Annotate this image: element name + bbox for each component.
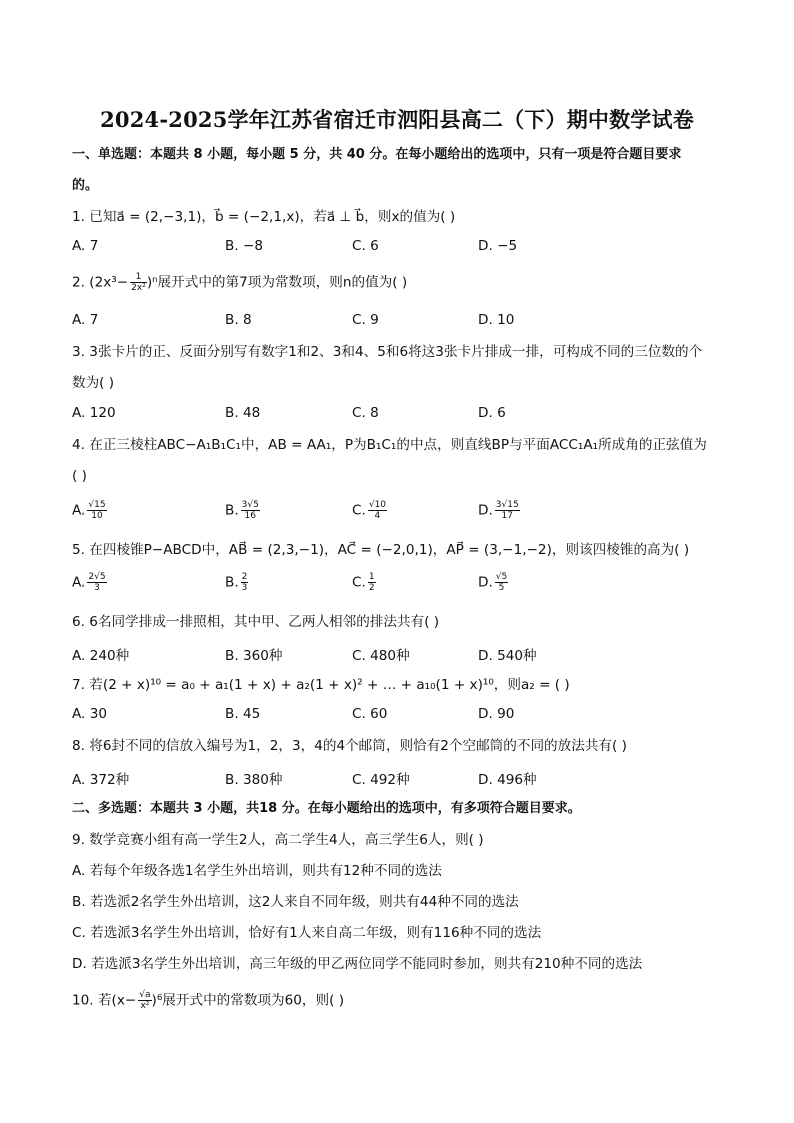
fraction-denominator: x² bbox=[140, 1001, 150, 1011]
question-2-fraction bbox=[130, 272, 147, 293]
question-10 bbox=[72, 990, 344, 1011]
option-a: A. $\frac{2√5}{3}$ bbox=[72, 572, 106, 593]
question-8-options bbox=[72, 768, 712, 790]
question-4: 4. 在正三棱柱ABC−A₁B₁C₁中，AB = AA₁，P为B₁C₁的中点，则直线BP与平面ACC₁A₁所成角的正弦值为 bbox=[72, 437, 707, 453]
option-c: C. $\frac{1}{2}$ bbox=[352, 572, 375, 593]
option-b: B. 360种 bbox=[225, 648, 283, 664]
question-6-options bbox=[72, 644, 712, 666]
fraction-numerator: 1 bbox=[130, 272, 147, 283]
option-c: C. 6 bbox=[352, 238, 379, 254]
question-8: 8. 将6封不同的信放入编号为1，2，3，4的4个邮筒，则恰有2个空邮筒的不同的放法共有( ) bbox=[72, 738, 627, 754]
option-c: C. $\frac{√10}{4}$ bbox=[352, 500, 387, 521]
question-9: 9. 数学竞赛小组有高一学生2人，高二学生4人，高三学生6人，则( ) bbox=[72, 832, 484, 848]
question-7: 7. 若(2 + x)¹⁰ = a₀ + a₁(1 + x) + a₂(1 + x)² + … + a₁₀(1 + x)¹⁰，则a₂ = ( ) bbox=[72, 677, 570, 693]
option-a: A. $\frac{√15}{10}$ bbox=[72, 500, 106, 521]
option-d: D. 90 bbox=[478, 706, 515, 722]
option-b: B. $\frac{3√5}{16}$ bbox=[225, 500, 259, 521]
question-2 bbox=[72, 272, 407, 293]
option-a: A. 120 bbox=[72, 405, 116, 421]
option-c: C. 480种 bbox=[352, 648, 410, 664]
option-c: C. 8 bbox=[352, 405, 379, 421]
question-10-fraction bbox=[138, 990, 151, 1011]
question-7-options bbox=[72, 706, 712, 728]
page-title: 2024-2025学年江苏省宿迁市泗阳县高二（下）期中数学试卷 bbox=[100, 107, 694, 132]
option-d: D. 496种 bbox=[478, 772, 537, 788]
question-6: 6. 6名同学排成一排照相，其中甲、乙两人相邻的排法共有( ) bbox=[72, 614, 440, 630]
option-d: D. 6 bbox=[478, 405, 506, 421]
option-b: B. −8 bbox=[225, 238, 264, 254]
question-2-options bbox=[72, 312, 712, 334]
question-1: 1. 已知a⃗ = (2,−3,1)，b⃗ = (−2,1,x)，若a⃗ ⊥ b⃗，则x的值为( ) bbox=[72, 209, 456, 225]
option-d: D. 540种 bbox=[478, 648, 537, 664]
section1-heading: 一、单选题：本题共 8 小题，每小题 5 分，共 40 分。在每小题给出的选项中，只有一项是符合题目要求 bbox=[72, 147, 682, 162]
option-b: B. 8 bbox=[225, 312, 252, 328]
question-4-cont: ( ) bbox=[72, 468, 87, 484]
question-10-suffix: )⁶展开式中的常数项为60，则( ) bbox=[151, 992, 345, 1009]
option-b: B. $\frac{2}{3}$ bbox=[225, 572, 248, 593]
question-2-suffix: )ⁿ展开式中的第7项为常数项，则n的值为( ) bbox=[146, 274, 408, 291]
option-d: D. 10 bbox=[478, 312, 515, 328]
fraction-numerator: √a bbox=[139, 990, 151, 1000]
option-a: A. 240种 bbox=[72, 648, 130, 664]
question-5: 5. 在四棱锥P−ABCD中，AB⃗ = (2,3,−1)，AC⃗ = (−2,0,1)，AP⃗ = (3,−1,−2)，则该四棱锥的高为( ) bbox=[72, 542, 690, 558]
question-3-options bbox=[72, 405, 712, 427]
option-a: A. 7 bbox=[72, 238, 99, 254]
question-4-options bbox=[72, 500, 712, 528]
section1-heading-cont: 的。 bbox=[72, 178, 99, 193]
question-3: 3. 3张卡片的正、反面分别写有数字1和2、3和4、5和6将这3张卡片排成一排，可构成不同的三位数的个 bbox=[72, 344, 703, 360]
option-b: B. 48 bbox=[225, 405, 261, 421]
question-9-option-a: A. 若每个年级各选1名学生外出培训，则共有12种不同的选法 bbox=[72, 863, 442, 879]
option-a: A. 7 bbox=[72, 312, 99, 328]
option-c: C. 60 bbox=[352, 706, 388, 722]
option-c: C. 9 bbox=[352, 312, 379, 328]
question-5-options bbox=[72, 572, 712, 600]
question-9-option-d: D. 若选派3名学生外出培训，高三年级的甲乙两位同学不能同时参加，则共有210种不同的选法 bbox=[72, 956, 643, 972]
question-10-prefix: 10. 若(x− bbox=[72, 992, 137, 1009]
question-3-cont: 数为( ) bbox=[72, 375, 115, 391]
option-c: C. 492种 bbox=[352, 772, 410, 788]
section2-heading: 二、多选题：本题共 3 小题，共18 分。在每小题给出的选项中，有多项符合题目要求。 bbox=[72, 801, 581, 816]
option-d: D. $\frac{√5}{5}$ bbox=[478, 572, 508, 593]
question-9-option-c: C. 若选派3名学生外出培训，恰好有1人来自高二年级，则有116种不同的选法 bbox=[72, 925, 542, 941]
question-9-option-b: B. 若选派2名学生外出培训，这2人来自不同年级，则共有44种不同的选法 bbox=[72, 894, 519, 910]
option-d: D. −5 bbox=[478, 238, 518, 254]
question-1-options bbox=[72, 238, 712, 260]
option-b: B. 380种 bbox=[225, 772, 283, 788]
question-2-prefix: 2. (2x³− bbox=[72, 274, 129, 291]
option-a: A. 372种 bbox=[72, 772, 130, 788]
fraction-denominator: 2x² bbox=[131, 283, 146, 293]
option-d: D. $\frac{3√15}{17}$ bbox=[478, 500, 519, 521]
option-b: B. 45 bbox=[225, 706, 261, 722]
option-a: A. 30 bbox=[72, 706, 107, 722]
